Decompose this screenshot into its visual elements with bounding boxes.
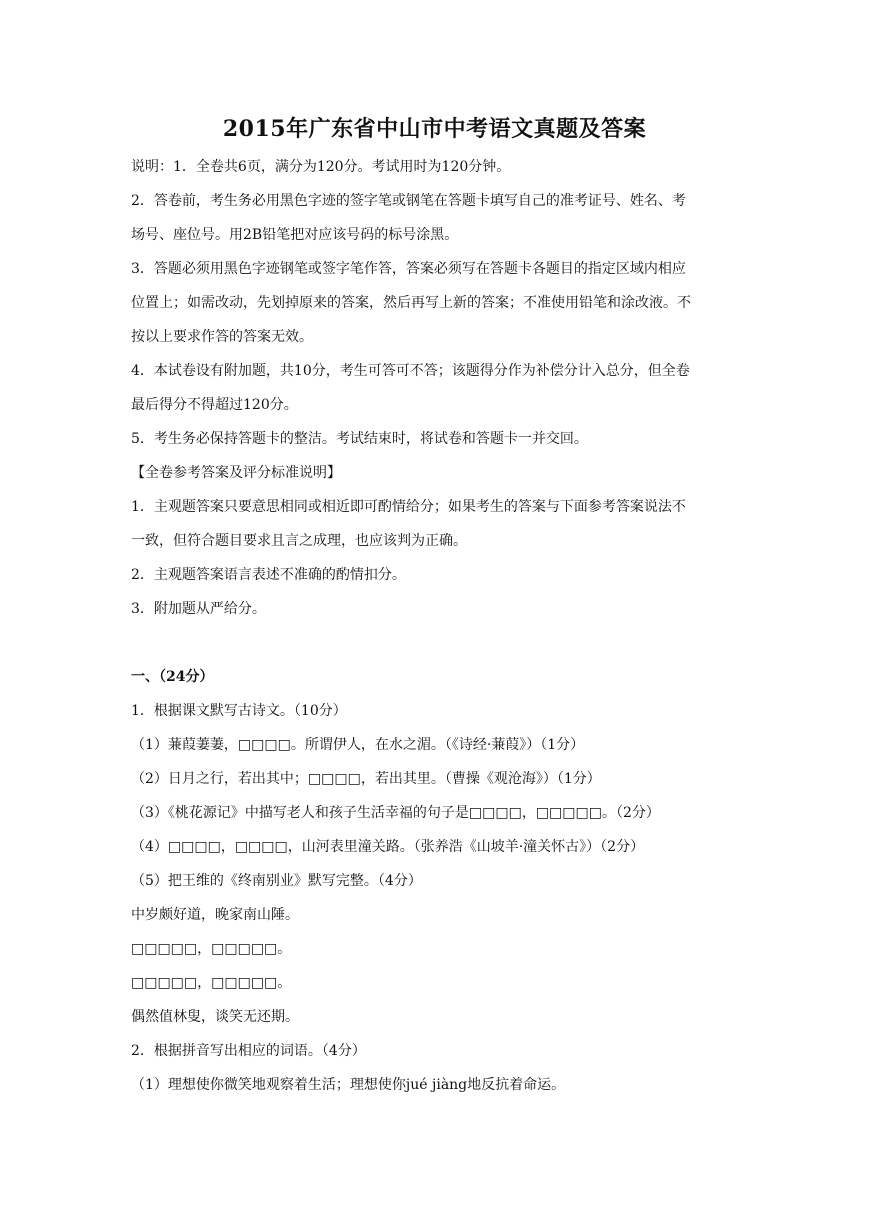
note-line: 3．答题必须用黑色字迹钢笔或签字笔作答，答案必须写在答题卡各题目的指定区域内相应: [131, 261, 686, 277]
question-line: （4）□□□□，□□□□，山河表里潼关路。（张养浩《山坡羊·潼关怀古》）（2分）: [131, 839, 645, 855]
note-line: 说明：1．全卷共6页，满分为120分。考试用时为120分钟。: [131, 159, 511, 175]
question-line: 1．根据课文默写古诗文。（10分）: [131, 703, 347, 719]
note-line: 按以上要求作答的答案无效。: [131, 329, 313, 345]
poem-line: 偶然值林叟，谈笑无还期。: [131, 1009, 299, 1025]
note-line: 最后得分不得超过120分。: [131, 397, 298, 413]
document-title: 2015年广东省中山市中考语文真题及答案: [222, 116, 647, 142]
scoring-heading: 【全卷参考答案及评分标准说明】: [131, 465, 341, 481]
scoring-line: 3．附加题从严给分。: [131, 601, 266, 617]
note-line: 场号、座位号。用2B铅笔把对应该号码的标号涂黑。: [131, 227, 459, 243]
note-line: 5．考生务必保持答题卡的整洁。考试结束时，将试卷和答题卡一并交回。: [131, 431, 588, 447]
question-line: （2）日月之行，若出其中；□□□□，若出其里。（曹操《观沧海》）（1分）: [131, 771, 601, 787]
note-line: 2．答卷前，考生务必用黑色字迹的签字笔或钢笔在答题卡填写自己的准考证号、姓名、考: [131, 193, 686, 209]
question-line: （1）蒹葭萋萋，□□□□。所谓伊人，在水之湄。（《诗经·蒹葭》）（1分）: [131, 737, 585, 753]
poem-line: □□□□□，□□□□□。: [131, 941, 292, 957]
poem-line: 中岁颇好道，晚家南山陲。: [131, 907, 299, 923]
note-line: 位置上；如需改动，先划掉原来的答案，然后再写上新的答案；不准使用铅笔和涂改液。不: [131, 295, 691, 311]
poem-line: □□□□□，□□□□□。: [131, 975, 292, 991]
question-line: （5）把王维的《终南别业》默写完整。（4分）: [131, 873, 422, 889]
scoring-line: 一致，但符合题目要求且言之成理，也应该判为正确。: [131, 533, 467, 549]
document-body: [131, 152, 739, 1104]
question-line: （3）《桃花源记》中描写老人和孩子生活幸福的句子是□□□□，□□□□□。（2分）: [131, 805, 660, 821]
section-spacer: [131, 628, 739, 662]
scoring-line: 1．主观题答案只要意思相同或相近即可酌情给分；如果考生的答案与下面参考答案说法不: [131, 499, 686, 515]
section-heading: 一、（24分）: [131, 669, 214, 685]
scoring-line: 2．主观题答案语言表述不准确的酌情扣分。: [131, 567, 406, 583]
question-line: （1）理想使你微笑地观察着生活；理想使你jué jiàng地反抗着命运。: [131, 1077, 566, 1093]
question-line: 2．根据拼音写出相应的词语。（4分）: [131, 1043, 366, 1059]
note-line: 4．本试卷设有附加题，共10分，考生可答可不答；该题得分作为补偿分计入总分，但全卷: [131, 363, 690, 379]
